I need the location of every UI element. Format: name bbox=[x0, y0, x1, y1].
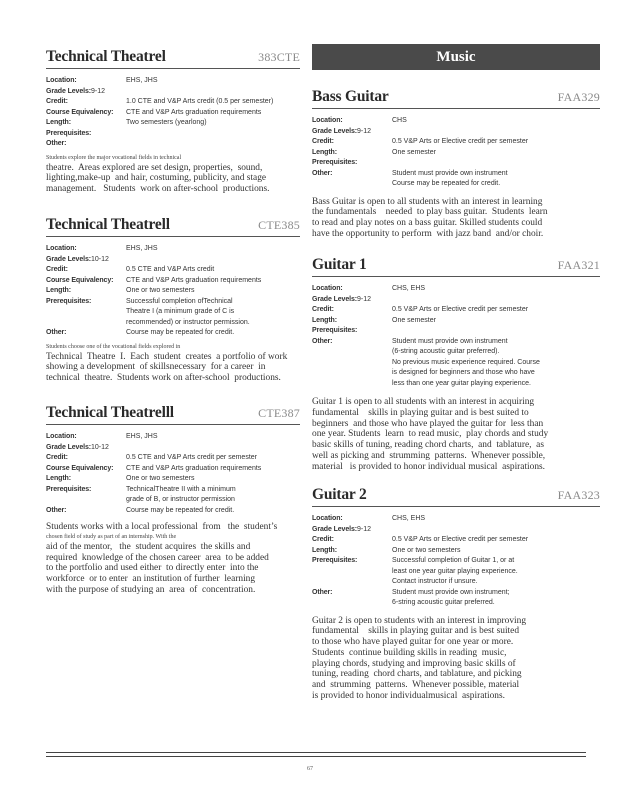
info-value: One or two semesters bbox=[392, 546, 461, 554]
info-row bbox=[46, 118, 300, 129]
info-value: 0.5 V&P Arts or Elective credit per semester bbox=[392, 306, 529, 313]
info-value: Successful completion of Guitar 1, or at bbox=[392, 557, 515, 564]
info-row bbox=[312, 347, 600, 358]
info-value: 9-12 bbox=[357, 127, 372, 135]
info-row bbox=[46, 432, 300, 443]
info-row bbox=[46, 108, 300, 119]
info-value: is designed for beginners and those who have bbox=[392, 369, 535, 376]
info-value bbox=[126, 129, 300, 140]
info-row bbox=[46, 297, 300, 308]
footer-rule bbox=[46, 752, 586, 753]
divider bbox=[46, 424, 300, 425]
info-value: Course may be repeated for credit. bbox=[126, 506, 235, 514]
info-row bbox=[46, 286, 300, 297]
info-value: Two semesters (yearlong) bbox=[126, 119, 207, 126]
info-label: Other: bbox=[46, 140, 67, 147]
info-row bbox=[46, 495, 300, 506]
info-value: Theatre I (a minimum grade of C is bbox=[126, 308, 235, 315]
info-value: Student must provide own instrument; bbox=[392, 588, 510, 596]
course-title: Technical Theatrelll bbox=[46, 404, 174, 421]
description-line: tuning, reading chord charts, and tablature, and picking bbox=[312, 669, 522, 680]
info-label bbox=[312, 577, 392, 588]
info-row bbox=[46, 464, 300, 475]
course-description bbox=[46, 352, 300, 384]
course-info bbox=[46, 244, 300, 339]
divider bbox=[46, 236, 300, 237]
info-label: Other: bbox=[46, 506, 67, 514]
course-technical-theatre-3 bbox=[46, 402, 300, 596]
course-bass-guitar bbox=[312, 86, 600, 240]
course-description bbox=[312, 616, 600, 702]
info-value: 9-12 bbox=[91, 87, 106, 95]
info-row bbox=[46, 474, 300, 485]
info-label: Location: bbox=[312, 117, 343, 124]
info-label: Credit: bbox=[312, 306, 334, 313]
info-value: Student must provide own instrument bbox=[392, 337, 508, 345]
info-row bbox=[312, 337, 600, 348]
info-row bbox=[312, 368, 600, 379]
info-row bbox=[46, 139, 300, 150]
info-label bbox=[312, 567, 392, 578]
info-row bbox=[312, 305, 600, 316]
description-line: beginners and those who have played the guitar for less than bbox=[312, 418, 544, 429]
course-header bbox=[46, 46, 300, 66]
info-label: Prerequisites: bbox=[312, 327, 358, 334]
info-label: Other: bbox=[312, 169, 333, 177]
course-title: Guitar 1 bbox=[312, 256, 367, 273]
info-value: least one year guitar playing experience. bbox=[392, 567, 518, 575]
description-line: well as picking and strumming patterns. Whenever possible, bbox=[312, 450, 546, 461]
course-header bbox=[46, 214, 300, 234]
page-number: 67 bbox=[307, 766, 313, 772]
description-line: fundamental skills in playing guitar and is best suited bbox=[312, 626, 520, 637]
description-line: Technical Theatre I. Each student creates a portfolio of work bbox=[46, 351, 288, 362]
description-line: have the opportunity to perform with jazz band and/or choir. bbox=[312, 228, 544, 239]
info-label: Other: bbox=[46, 329, 67, 336]
info-value: EHS, JHS bbox=[126, 245, 158, 252]
info-label: Grade Levels: bbox=[46, 255, 91, 263]
info-label: Location: bbox=[312, 515, 343, 522]
info-row bbox=[312, 379, 600, 390]
description-line: the fundamentals needed to play bass guitar. Students learn bbox=[312, 207, 548, 218]
info-row bbox=[312, 588, 600, 599]
course-guitar-1 bbox=[312, 254, 600, 473]
course-description bbox=[46, 163, 300, 195]
info-label: Credit: bbox=[312, 138, 334, 145]
info-label: Location: bbox=[46, 77, 77, 84]
info-label: Credit: bbox=[46, 98, 68, 105]
info-value bbox=[392, 158, 600, 169]
description-line: fundamental skills in playing guitar and is best suited to bbox=[312, 407, 529, 418]
info-row bbox=[46, 244, 300, 255]
info-row bbox=[312, 284, 600, 295]
info-label: Length: bbox=[312, 148, 337, 156]
info-label bbox=[46, 318, 126, 329]
description-line: Students works with a local professional from the student’s bbox=[46, 522, 278, 532]
info-label: Credit: bbox=[46, 266, 68, 273]
course-code: FAA321 bbox=[557, 258, 600, 272]
info-row bbox=[312, 295, 600, 306]
info-value: 0.5 V&P Arts or Elective credit per semester bbox=[392, 138, 529, 145]
info-value: 10-12 bbox=[91, 255, 109, 263]
description-line: Guitar 2 is open to students with an interest in improving bbox=[312, 615, 527, 626]
info-value: grade of B, or instructor permission bbox=[126, 496, 235, 503]
info-label bbox=[312, 598, 392, 609]
info-label: Grade Levels: bbox=[312, 525, 357, 533]
info-label: Prerequisites: bbox=[46, 297, 92, 305]
description-line: material is provided to honor individual musical aspirations. bbox=[312, 461, 546, 472]
info-row bbox=[46, 485, 300, 496]
info-label: Length: bbox=[46, 119, 71, 126]
info-value: Successful completion ofTechnical bbox=[126, 297, 233, 305]
course-code: FAA323 bbox=[557, 488, 600, 502]
info-value: One or two semesters bbox=[126, 287, 195, 294]
info-value: Course may be repeated for credit. bbox=[126, 329, 235, 336]
description-line: playing chords, studying and improving basic skills of bbox=[312, 658, 516, 669]
description-line: Guitar 1 is open to all students with an interest in acquiring bbox=[312, 397, 535, 407]
info-value: 0.5 V&P Arts or Elective credit per semester bbox=[392, 536, 529, 543]
info-label: Credit: bbox=[312, 536, 334, 543]
course-info bbox=[312, 116, 600, 190]
course-info bbox=[46, 76, 300, 150]
info-row bbox=[312, 179, 600, 190]
course-technical-theatre-1 bbox=[46, 46, 300, 195]
course-note: chosen field of study as part of an internship. With the bbox=[46, 533, 177, 540]
course-code: FAA329 bbox=[557, 90, 600, 104]
info-value: Course may be repeated for credit. bbox=[392, 180, 501, 187]
info-row bbox=[46, 97, 300, 108]
description-line: to read and play notes on a bass guitar. Skilled students could bbox=[312, 218, 543, 229]
info-label: Course Equivalency: bbox=[46, 276, 114, 284]
description-line: to the portfolio and used either to directly enter into the bbox=[46, 563, 259, 574]
info-row bbox=[312, 116, 600, 127]
info-row bbox=[312, 556, 600, 567]
description-line: and strumming patterns. Whenever possible, material bbox=[312, 680, 520, 691]
info-label: Credit: bbox=[46, 454, 68, 461]
course-description bbox=[312, 397, 600, 473]
info-value: EHS, JHS bbox=[126, 433, 158, 440]
info-row bbox=[312, 127, 600, 138]
info-value: 0.5 CTE and V&P Arts credit per semester bbox=[126, 454, 257, 461]
course-guitar-2 bbox=[312, 484, 600, 702]
info-value bbox=[392, 326, 600, 337]
info-label: Location: bbox=[46, 433, 77, 440]
info-label: Prerequisites: bbox=[46, 485, 92, 493]
info-row bbox=[46, 328, 300, 339]
course-note: Students choose one of the vocational fields explored in bbox=[46, 343, 181, 350]
info-label bbox=[312, 347, 392, 358]
info-label: Prerequisites: bbox=[46, 129, 92, 137]
info-row bbox=[312, 169, 600, 180]
description-line: technical theatre. Students work on after-school productions. bbox=[46, 373, 281, 384]
info-label bbox=[46, 495, 126, 506]
info-label: Length: bbox=[312, 546, 337, 554]
course-description bbox=[46, 542, 300, 596]
info-row bbox=[312, 525, 600, 536]
info-row bbox=[46, 307, 300, 318]
info-value: No previous music experience required. Course bbox=[392, 358, 540, 366]
info-value: One or two semesters bbox=[126, 475, 195, 482]
info-label bbox=[312, 368, 392, 379]
description-line: to those who have played guitar for one year or more. bbox=[312, 637, 514, 648]
info-row bbox=[46, 129, 300, 140]
description-line: is provided to honor individualmusical aspirations. bbox=[312, 691, 505, 702]
course-title: Technical Theatrell bbox=[46, 216, 170, 233]
info-row bbox=[46, 443, 300, 454]
info-value: One semester bbox=[392, 316, 436, 324]
info-row bbox=[46, 276, 300, 287]
description-line: workforce or to enter an institution of further learning bbox=[46, 574, 256, 585]
description-line: with the purpose of studying an area of concentration. bbox=[46, 584, 256, 595]
divider bbox=[312, 108, 600, 109]
course-technical-theatre-2 bbox=[46, 214, 300, 384]
info-value: EHS, JHS bbox=[126, 77, 158, 84]
info-row bbox=[46, 76, 300, 87]
info-value: CTE and V&P Arts graduation requirements bbox=[126, 464, 262, 472]
info-row bbox=[46, 265, 300, 276]
info-label bbox=[312, 179, 392, 190]
info-value: 9-12 bbox=[357, 295, 372, 303]
divider bbox=[312, 276, 600, 277]
course-description bbox=[312, 197, 600, 240]
divider bbox=[312, 506, 600, 507]
course-code: 383CTE bbox=[258, 50, 300, 64]
footer-rule bbox=[46, 756, 586, 757]
info-value: 6-string acoustic guitar preferred. bbox=[392, 599, 495, 606]
info-label: Course Equivalency: bbox=[46, 108, 114, 116]
course-header bbox=[312, 484, 600, 504]
info-row bbox=[312, 326, 600, 337]
course-header bbox=[312, 254, 600, 274]
course-code: CTE385 bbox=[258, 218, 300, 232]
info-label bbox=[312, 379, 392, 390]
description-line: Bass Guitar is open to all students with an interest in learning bbox=[312, 196, 543, 207]
info-value bbox=[126, 139, 300, 150]
info-label: Prerequisites: bbox=[312, 159, 358, 166]
info-label bbox=[46, 307, 126, 318]
info-label: Other: bbox=[312, 337, 333, 345]
course-title: Bass Guitar bbox=[312, 88, 389, 105]
description-line: basic skills of tuning, reading chord charts, and tablature, as bbox=[312, 440, 544, 451]
info-row bbox=[46, 506, 300, 517]
info-value: Contact instructor if unsure. bbox=[392, 578, 478, 585]
info-label: Grade Levels: bbox=[312, 127, 357, 135]
info-value: 1.0 CTE and V&P Arts credit (0.5 per semester) bbox=[126, 98, 274, 105]
info-label: Length: bbox=[46, 287, 71, 294]
description-line: lighting,make-up and hair, costuming, publicity, and stage bbox=[46, 173, 267, 184]
info-row bbox=[312, 567, 600, 578]
info-row bbox=[312, 577, 600, 588]
course-header bbox=[312, 86, 600, 106]
info-row bbox=[312, 598, 600, 609]
info-row bbox=[312, 137, 600, 148]
course-title: Guitar 2 bbox=[312, 486, 367, 503]
info-row bbox=[312, 546, 600, 557]
info-label: Grade Levels: bbox=[46, 443, 91, 451]
section-banner-music: Music bbox=[312, 44, 600, 70]
description-line: Students continue building skills in reading music, bbox=[312, 647, 507, 658]
course-header bbox=[46, 402, 300, 422]
info-row bbox=[312, 514, 600, 525]
course-note: Students explore the major vocational fields in technical bbox=[46, 154, 182, 161]
course-info bbox=[46, 432, 300, 516]
description-line: showing a development of skillsnecessary for a career in bbox=[46, 362, 266, 373]
info-value: recommended) or instructor permission. bbox=[126, 318, 250, 326]
info-value: CHS, EHS bbox=[392, 285, 426, 292]
description-line: management. Students work on after-school productions. bbox=[46, 184, 270, 195]
description-line: one year. Students learn to read music, play chords and study bbox=[312, 429, 549, 440]
info-value: 0.5 CTE and V&P Arts credit bbox=[126, 266, 215, 273]
course-info bbox=[312, 284, 600, 389]
info-value: TechnicalTheatre II with a minimum bbox=[126, 485, 236, 493]
info-label bbox=[312, 358, 392, 369]
course-description-intro bbox=[46, 522, 300, 533]
course-code: CTE387 bbox=[258, 406, 300, 420]
info-label: Grade Levels: bbox=[312, 295, 357, 303]
info-row bbox=[312, 358, 600, 369]
info-row bbox=[312, 535, 600, 546]
info-value: CHS, EHS bbox=[392, 515, 426, 522]
info-label: Course Equivalency: bbox=[46, 464, 114, 472]
info-value: 9-12 bbox=[357, 525, 372, 533]
course-info bbox=[312, 514, 600, 609]
description-line: theatre. Areas explored are set design, properties, sound, bbox=[46, 162, 263, 173]
info-value: 10-12 bbox=[91, 443, 109, 451]
description-line: required knowledge of the chosen career area to be added bbox=[46, 552, 269, 563]
info-label: Length: bbox=[46, 475, 71, 482]
info-label: Location: bbox=[312, 285, 343, 292]
info-row bbox=[46, 318, 300, 329]
info-row bbox=[46, 453, 300, 464]
info-row bbox=[46, 255, 300, 266]
info-row bbox=[46, 87, 300, 98]
info-row bbox=[312, 316, 600, 327]
info-value: (6-string acoustic guitar preferred). bbox=[392, 348, 500, 355]
info-label: Length: bbox=[312, 316, 337, 324]
info-value: One semester bbox=[392, 148, 436, 156]
info-row bbox=[312, 148, 600, 159]
info-label: Location: bbox=[46, 245, 77, 252]
info-label: Prerequisites: bbox=[312, 557, 358, 564]
description-line: aid of the mentor, the student acquires the skills and bbox=[46, 541, 251, 552]
info-row bbox=[312, 158, 600, 169]
info-value: CHS bbox=[392, 117, 407, 124]
info-value: Student must provide own instrument bbox=[392, 169, 508, 177]
course-title: Technical Theatrel bbox=[46, 48, 166, 65]
divider bbox=[46, 68, 300, 69]
info-value: less than one year guitar playing experience. bbox=[392, 379, 531, 387]
info-label: Grade Levels: bbox=[46, 87, 91, 95]
info-value: CTE and V&P Arts graduation requirements bbox=[126, 276, 262, 284]
info-value: CTE and V&P Arts graduation requirements bbox=[126, 108, 262, 116]
info-label: Other: bbox=[312, 588, 333, 596]
